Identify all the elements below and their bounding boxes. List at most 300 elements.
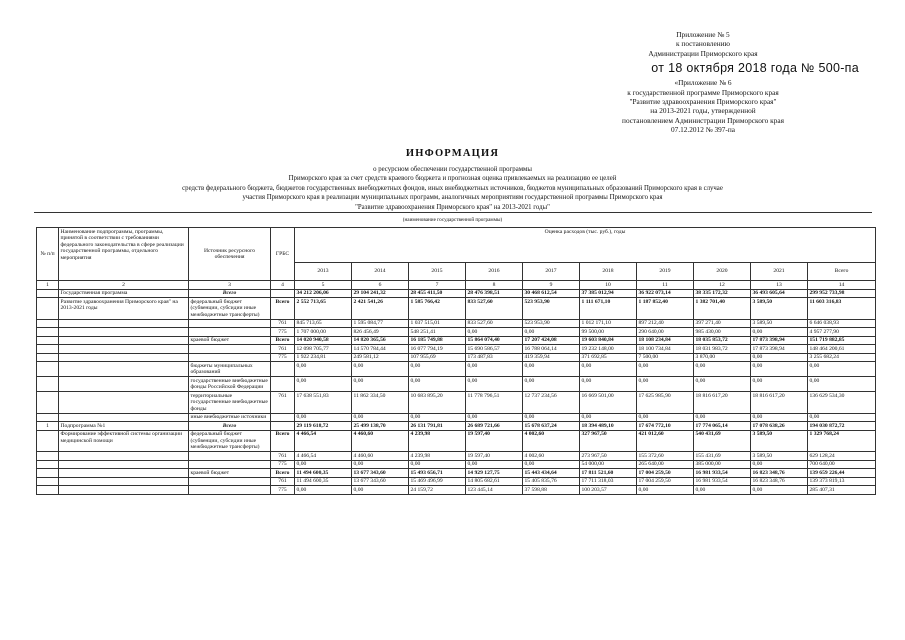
cell-value: 16 669 501,00: [580, 392, 637, 414]
cell-value: 17 004 259,50: [637, 469, 694, 478]
table-row: [37, 377, 876, 392]
cell-value: 0,00: [523, 413, 580, 422]
header-year: 2013: [295, 263, 352, 281]
cell-value: 15 405 835,76: [523, 477, 580, 486]
header-line: «Приложение № 6: [674, 78, 732, 88]
column-number: 12: [694, 281, 751, 290]
cell-value: 15 678 637,24: [523, 422, 580, 431]
cell-value: 0,00: [751, 328, 808, 337]
cell-source: Всего: [189, 289, 271, 298]
cell-value: 13 677 343,60: [352, 477, 409, 486]
cell-grbs: 775: [271, 460, 295, 469]
cell-value: 0,00: [295, 486, 352, 495]
header-total: Всего: [808, 263, 876, 281]
cell-value: 0,00: [466, 460, 523, 469]
cell-value: 16 981 933,54: [694, 469, 751, 478]
cell-value: 17 873 398,94: [751, 336, 808, 345]
cell-grbs: 761: [271, 319, 295, 328]
header-line: постановлением Администрации Приморского края: [622, 115, 784, 125]
cell-grbs: [271, 362, 295, 377]
cell-value: 0,00: [751, 377, 808, 392]
cell-source: [189, 477, 271, 486]
cell-num: [37, 460, 59, 469]
table-row: [37, 460, 876, 469]
cell-name: [59, 477, 189, 486]
intro-line: о ресурсном обеспечении государственной программы: [373, 166, 532, 173]
cell-value: 16 788 064,14: [523, 345, 580, 354]
cell-value: 3 255 682,24: [808, 353, 876, 362]
cell-value: 0,00: [352, 377, 409, 392]
document-header: [553, 30, 859, 135]
column-numbers-row: [37, 281, 876, 290]
cell-value: 18 816 617,20: [694, 392, 751, 414]
cell-value: 0,00: [637, 486, 694, 495]
cell-value: 123 445,14: [466, 486, 523, 495]
cell-value: 540 431,69: [694, 430, 751, 452]
cell-value: 0,00: [751, 486, 808, 495]
cell-value: 15 690 586,57: [466, 345, 523, 354]
cell-value: 11 862 334,50: [352, 392, 409, 414]
cell-value: 30 468 612,54: [523, 289, 580, 298]
cell-value: 29 104 241,32: [352, 289, 409, 298]
table-row: [37, 362, 876, 377]
cell-value: 26 689 721,66: [466, 422, 523, 431]
cell-value: 0,00: [466, 362, 523, 377]
cell-value: 3 589,50: [751, 319, 808, 328]
cell-value: 11 494 600,35: [295, 469, 352, 478]
cell-value: 0,00: [466, 377, 523, 392]
cell-name: [59, 319, 189, 328]
cell-value: 3 589,50: [751, 430, 808, 452]
cell-value: 15 443 434,64: [523, 469, 580, 478]
cell-name: [59, 460, 189, 469]
cell-value: 4 239,98: [409, 430, 466, 452]
table-row: [37, 328, 876, 337]
cell-value: 16 823 348,76: [751, 469, 808, 478]
cell-value: 327 967,50: [580, 430, 637, 452]
cell-value: 18 035 853,72: [694, 336, 751, 345]
cell-value: 14 570 784,44: [352, 345, 409, 354]
cell-value: 0,00: [751, 353, 808, 362]
cell-value: 0,00: [580, 362, 637, 377]
table-row: [37, 298, 876, 320]
cell-value: 7 500,00: [637, 353, 694, 362]
cell-source: [189, 486, 271, 495]
cell-value: 845 713,65: [295, 319, 352, 328]
cell-value: 15 469 496,99: [409, 477, 466, 486]
cell-value: 13 677 343,60: [352, 469, 409, 478]
cell-value: 985 430,00: [694, 328, 751, 337]
column-number: 13: [751, 281, 808, 290]
header-num: № п/п: [37, 228, 59, 281]
cell-value: 0,00: [637, 413, 694, 422]
cell-value: 285 407,31: [808, 486, 876, 495]
cell-grbs: Всего: [271, 298, 295, 320]
cell-num: [37, 319, 59, 328]
cell-value: 100 203,57: [580, 486, 637, 495]
cell-value: 16 077 794,19: [409, 345, 466, 354]
cell-source: [189, 328, 271, 337]
header-grbs: ГРБС: [271, 228, 295, 281]
cell-value: 0,00: [409, 362, 466, 377]
cell-num: [37, 377, 59, 392]
cell-num: [37, 392, 59, 414]
cell-num: [37, 413, 59, 422]
table-row: [37, 353, 876, 362]
cell-value: 0,00: [808, 413, 876, 422]
cell-value: 17 711 318,03: [580, 477, 637, 486]
cell-value: 1 329 768,24: [808, 430, 876, 452]
column-number: 11: [637, 281, 694, 290]
cell-grbs: 761: [271, 452, 295, 461]
header-group: Оценка расходов (тыс. руб.), годы: [295, 228, 876, 263]
cell-grbs: 761: [271, 345, 295, 354]
cell-value: 155 372,60: [637, 452, 694, 461]
cell-value: 12 737 234,56: [523, 392, 580, 414]
cell-grbs: [271, 377, 295, 392]
cell-name: [59, 469, 189, 478]
cell-grbs: Всего: [271, 430, 295, 452]
cell-grbs: [271, 422, 295, 431]
program-caption: (наименование государственной программы): [402, 217, 503, 223]
cell-name: [59, 328, 189, 337]
cell-value: 37 385 012,94: [580, 289, 637, 298]
cell-value: 826 456,49: [352, 328, 409, 337]
cell-name: [59, 362, 189, 377]
cell-value: 897 212,40: [637, 319, 694, 328]
cell-value: 0,00: [523, 362, 580, 377]
header-line: к постановлению: [676, 39, 730, 49]
cell-value: 155 431,69: [694, 452, 751, 461]
cell-value: 0,00: [295, 413, 352, 422]
cell-value: 385 000,00: [694, 460, 751, 469]
cell-num: 1: [37, 422, 59, 431]
cell-value: 421 012,60: [637, 430, 694, 452]
header-year: 2019: [637, 263, 694, 281]
header-line: Приложение № 5: [676, 30, 730, 39]
cell-value: 17 873 398,94: [751, 345, 808, 354]
cell-value: 419 359,94: [523, 353, 580, 362]
cell-num: [37, 477, 59, 486]
cell-value: 18 100 734,84: [637, 345, 694, 354]
table-row: [37, 289, 876, 298]
cell-value: 299 952 733,98: [808, 289, 876, 298]
cell-value: 2 552 713,65: [295, 298, 352, 320]
cell-value: 17 078 638,26: [751, 422, 808, 431]
cell-source: [189, 452, 271, 461]
cell-num: [37, 298, 59, 320]
table-row: [37, 392, 876, 414]
cell-value: 4 466,54: [295, 430, 352, 452]
cell-value: 833 527,60: [466, 319, 523, 328]
document-intro: [0, 165, 905, 213]
cell-value: 0,00: [466, 413, 523, 422]
cell-name: Государственная программа: [59, 289, 189, 298]
cell-value: 1 707 000,00: [295, 328, 352, 337]
cell-value: 16 185 749,88: [409, 336, 466, 345]
cell-value: 265 640,00: [637, 460, 694, 469]
cell-source: краевой бюджет: [189, 469, 271, 478]
cell-value: 629 128,24: [808, 452, 876, 461]
intro-line: средств федерального бюджета, бюджетов государственных внебюджетных фондов, иных внебюджетных источников, бюджетов муниципальных образований Приморского края в случае: [182, 184, 723, 192]
cell-value: 2 421 541,26: [352, 298, 409, 320]
cell-value: 139 659 226,44: [808, 469, 876, 478]
cell-value: 14 929 127,75: [466, 469, 523, 478]
cell-value: 54 000,00: [580, 460, 637, 469]
column-number: 9: [523, 281, 580, 290]
cell-name: [59, 377, 189, 392]
cell-source: бюджеты муниципальных образований: [189, 362, 271, 377]
cell-grbs: 761: [271, 477, 295, 486]
cell-value: 0,00: [694, 377, 751, 392]
cell-value: 0,00: [580, 413, 637, 422]
cell-value: 99 500,00: [580, 328, 637, 337]
cell-value: 194 030 872,72: [808, 422, 876, 431]
cell-value: 15 864 074,40: [466, 336, 523, 345]
cell-value: 37 598,88: [523, 486, 580, 495]
cell-num: [37, 353, 59, 362]
cell-grbs: 775: [271, 486, 295, 495]
intro-line: "Развитие здравоохранения Приморского края" на 2013-2021 годы": [34, 203, 872, 213]
cell-source: [189, 345, 271, 354]
column-number: 14: [808, 281, 876, 290]
cell-value: 12 098 705,77: [295, 345, 352, 354]
cell-grbs: [271, 413, 295, 422]
cell-value: 273 967,50: [580, 452, 637, 461]
cell-value: 18 394 489,10: [580, 422, 637, 431]
cell-value: 10 683 895,20: [409, 392, 466, 414]
table-row: [37, 486, 876, 495]
cell-value: 1 595 084,77: [352, 319, 409, 328]
cell-value: 173 487,83: [466, 353, 523, 362]
cell-value: 0,00: [295, 362, 352, 377]
cell-name: [59, 392, 189, 414]
cell-value: 14 820 365,56: [352, 336, 409, 345]
cell-value: 1 922 234,81: [295, 353, 352, 362]
cell-num: [37, 452, 59, 461]
cell-value: 0,00: [466, 328, 523, 337]
column-number: 5: [295, 281, 352, 290]
cell-value: 17 207 424,08: [523, 336, 580, 345]
cell-grbs: 775: [271, 328, 295, 337]
cell-value: 1 111 671,10: [580, 298, 637, 320]
column-number: 8: [466, 281, 523, 290]
cell-value: 14 020 940,58: [295, 336, 352, 345]
cell-value: 26 131 791,81: [409, 422, 466, 431]
intro-line: участия Приморского края в реализации муниципальных программ, аналогичных мероприятиям государственной программы Приморского края: [242, 194, 663, 202]
cell-value: 17 774 065,14: [694, 422, 751, 431]
cell-name: [59, 336, 189, 345]
cell-value: 0,00: [523, 377, 580, 392]
cell-value: 17 004 259,50: [637, 477, 694, 486]
cell-value: 0,00: [751, 413, 808, 422]
cell-value: 11 603 316,83: [808, 298, 876, 320]
header-year: 2018: [580, 263, 637, 281]
cell-value: 15 493 656,71: [409, 469, 466, 478]
cell-value: 4 466,54: [295, 452, 352, 461]
cell-value: 18 108 234,84: [637, 336, 694, 345]
cell-value: 0,00: [694, 413, 751, 422]
cell-num: [37, 328, 59, 337]
cell-value: 3 589,50: [751, 452, 808, 461]
header-year: 2015: [409, 263, 466, 281]
cell-value: 523 953,90: [523, 319, 580, 328]
cell-value: 14 805 682,61: [466, 477, 523, 486]
cell-value: 148 464 200,61: [808, 345, 876, 354]
column-number: 2: [59, 281, 189, 290]
table-body: [37, 289, 876, 494]
table-row: [37, 430, 876, 452]
cell-value: 1 382 701,40: [694, 298, 751, 320]
cell-num: [37, 289, 59, 298]
cell-value: 4 002,60: [523, 430, 580, 452]
resource-table: [36, 227, 876, 495]
column-number: 7: [409, 281, 466, 290]
cell-value: 6 646 038,93: [808, 319, 876, 328]
cell-value: 0,00: [295, 377, 352, 392]
cell-source: федеральный бюджет (субвенции, субсидии иные межбюджетные трансферты): [189, 430, 271, 452]
header-line: "Развитие здравоохранения Приморского края": [629, 97, 777, 107]
cell-value: 0,00: [580, 377, 637, 392]
cell-value: 0,00: [352, 486, 409, 495]
cell-value: 0,00: [808, 362, 876, 377]
cell-value: 34 212 206,06: [295, 289, 352, 298]
cell-value: 1 012 171,10: [580, 319, 637, 328]
header-year: 2021: [751, 263, 808, 281]
header-line: 07.12.2012 № 397-па: [671, 125, 735, 135]
cell-value: 28 476 398,51: [466, 289, 523, 298]
cell-value: 371 692,85: [580, 353, 637, 362]
header-source: Источник ресурсного обеспечения: [189, 228, 271, 281]
cell-value: 0,00: [409, 413, 466, 422]
cell-num: [37, 486, 59, 495]
table-row: [37, 422, 876, 431]
cell-name: Развитие здравоохранения Приморского края" на 2013-2021 годы: [59, 298, 189, 320]
cell-value: 4 460,60: [352, 430, 409, 452]
cell-value: 0,00: [295, 460, 352, 469]
intro-line: Приморского края за счет средств краевого бюджета и прогнозная оценка привлекаемых на реализацию ее целей: [288, 175, 617, 183]
cell-value: 17 625 985,90: [637, 392, 694, 414]
cell-source: [189, 353, 271, 362]
cell-source: федеральный бюджет (субвенции, субсидии иные межбюджетные трансферты): [189, 298, 271, 320]
cell-source: [189, 460, 271, 469]
cell-source: государственные внебюджетные фонды Российской Федерации: [189, 377, 271, 392]
cell-value: 38 335 172,32: [694, 289, 751, 298]
cell-value: 136 629 534,30: [808, 392, 876, 414]
header-year: 2014: [352, 263, 409, 281]
column-number: 4: [271, 281, 295, 290]
document-title: ИНФОРМАЦИЯ: [405, 148, 500, 159]
cell-value: 19 603 840,84: [580, 336, 637, 345]
cell-name: [59, 486, 189, 495]
cell-value: 19 232 148,00: [580, 345, 637, 354]
cell-grbs: 775: [271, 353, 295, 362]
cell-value: 4 002,60: [523, 452, 580, 461]
cell-value: 1 187 852,40: [637, 298, 694, 320]
cell-value: 1 585 766,42: [409, 298, 466, 320]
cell-value: 107 955,69: [409, 353, 466, 362]
header-year: 2016: [466, 263, 523, 281]
cell-name: [59, 345, 189, 354]
table-row: [37, 413, 876, 422]
cell-value: 11 778 796,51: [466, 392, 523, 414]
table-row: [37, 477, 876, 486]
column-number: 10: [580, 281, 637, 290]
table-row: [37, 345, 876, 354]
cell-value: 0,00: [694, 486, 751, 495]
cell-value: 17 674 772,10: [637, 422, 694, 431]
table-row: [37, 469, 876, 478]
cell-value: 4 460,60: [352, 452, 409, 461]
cell-source: территориальные государственные внебюджетные фонды: [189, 392, 271, 414]
header-year: 2017: [523, 263, 580, 281]
cell-value: 29 119 618,72: [295, 422, 352, 431]
cell-value: 397 271,40: [694, 319, 751, 328]
cell-value: 4 957 277,90: [808, 328, 876, 337]
cell-value: 17 811 521,60: [580, 469, 637, 478]
cell-value: 0,00: [637, 377, 694, 392]
cell-value: 36 493 605,64: [751, 289, 808, 298]
cell-num: [37, 430, 59, 452]
cell-value: 19 597,40: [466, 430, 523, 452]
cell-value: 0,00: [751, 362, 808, 377]
cell-value: 0,00: [637, 362, 694, 377]
cell-grbs: [271, 289, 295, 298]
header-line: Администрации Приморского края: [648, 48, 758, 58]
cell-source: Всего: [189, 422, 271, 431]
cell-value: 833 527,60: [466, 298, 523, 320]
cell-source: [189, 319, 271, 328]
cell-name: Формирование эффективной системы организации медицинской помощи: [59, 430, 189, 452]
cell-value: 17 638 551,83: [295, 392, 352, 414]
cell-name: [59, 413, 189, 422]
header-line: на 2013-2021 годы, утвержденной: [650, 106, 756, 116]
cell-value: 1 037 515,01: [409, 319, 466, 328]
cell-name: Подпрограмма №1: [59, 422, 189, 431]
cell-value: 249 581,12: [352, 353, 409, 362]
cell-value: 548 251,41: [409, 328, 466, 337]
cell-value: 523 953,90: [523, 298, 580, 320]
cell-value: 19 597,40: [466, 452, 523, 461]
cell-value: 700 640,00: [808, 460, 876, 469]
resolution-date: от 18 октября 2018 года № 500-па: [651, 61, 859, 76]
cell-value: 0,00: [523, 460, 580, 469]
cell-value: 36 922 073,14: [637, 289, 694, 298]
cell-value: 18 031 983,72: [694, 345, 751, 354]
cell-num: [37, 362, 59, 377]
cell-grbs: 761: [271, 392, 295, 414]
cell-num: [37, 345, 59, 354]
column-number: 1: [37, 281, 59, 290]
table-row: [37, 452, 876, 461]
cell-value: 28 455 411,50: [409, 289, 466, 298]
cell-source: иные внебюджетные источники: [189, 413, 271, 422]
header-line: к государственной программе Приморского края: [627, 87, 779, 97]
header-name: Наименование подпрограммы, программы, принятой в соответствии с требованиями федерального законодательства в сфере реализации государственной программы, отдельного мероприятия: [59, 228, 189, 281]
cell-value: 0,00: [409, 460, 466, 469]
cell-value: 11 494 600,35: [295, 477, 352, 486]
cell-num: [37, 336, 59, 345]
cell-value: 3 589,50: [751, 298, 808, 320]
cell-value: 0,00: [751, 460, 808, 469]
cell-value: 0,00: [694, 362, 751, 377]
cell-num: [37, 469, 59, 478]
table-row: [37, 336, 876, 345]
cell-value: 151 719 882,85: [808, 336, 876, 345]
cell-value: 16 981 933,54: [694, 477, 751, 486]
cell-grbs: Всего: [271, 469, 295, 478]
cell-name: [59, 353, 189, 362]
